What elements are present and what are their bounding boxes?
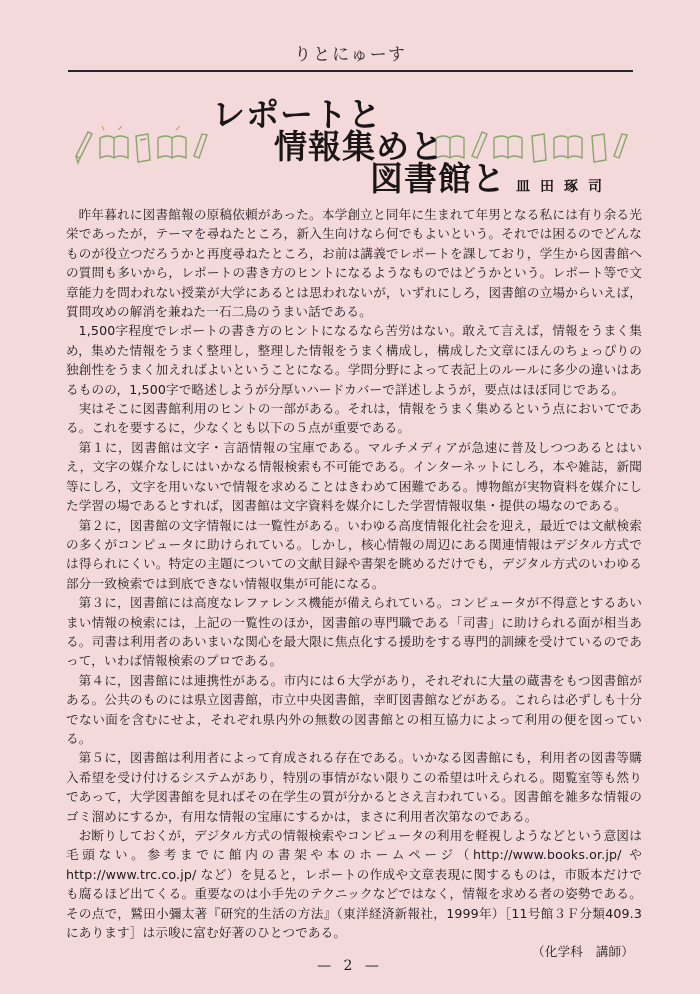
header-rule [68, 70, 633, 72]
paragraph: 実はそこに図書館利用のヒントの一部がある。それは，情報をうまく集めるという点においてである。これを要するに，少なくとも以下の５点が重要である。 [66, 401, 642, 436]
title-line-1: レポートと [212, 95, 382, 134]
paragraph: 第４に，図書館には連携性がある。市内には６大学があり，それぞれに大量の蔵書をもつ図書館がある。公共のものには県立図書館，市立中央図書館，幸町図書館などがある。これらは必ずしも十分でない面を含むにせよ，それぞれ県内外の無数の図書館との相互協力によって利用の便を図っている。 [66, 672, 642, 746]
paragraph: 1,500字程度でレポートの書き方のヒントになるなら苦労はない。敢えて言えば，情報をうまく集め，集めた情報をうまく整理し，整理した情報をうまく構成し，構成した文章にほんのちょっぴりの独創性をうまく加えればよいということになる。学問分野によって表記上のルールに多少の違いはあるものの，1,500字で略述しようが分厚いハードカバーで詳述しようが，要点はほぼ同じである。 [66, 323, 642, 397]
paragraph: 第３に，図書館には高度なレファレンス機能が備えられている。コンピュータが不得意とするあいまい情報の検索には，上記の一覧性のほか，図書館の専門職である「司書」に助けられる面が相当ある。司書は利用者のあいまいな関心を最大限に焦点化する援助をする専門的訓練を受けているのであって，いわば情報検索のプロである。 [66, 595, 642, 669]
page-number: — 2 — [317, 958, 383, 974]
author-name: 皿田琢司 [516, 179, 612, 195]
author-affiliation: （化学科 講師） [532, 944, 634, 960]
newsletter-title: りとにゅーす [294, 45, 407, 65]
title-line-2: 情報集めと [274, 127, 444, 166]
paragraph: お断りしておくが，デジタル方式の情報検索やコンピュータの利用を軽視しようなどという意図は毛頭ない。参考までに館内の書架や本のホームページ（http://www.books.or.jp/ やhttp://www.trc.co.jp/ など）を見ると，レポートの作成や文章表現に関するものは，市販本だけでも腐るほど出てくる。重要なのは小手先のテクニックなどではなく，情報を求める者の姿勢である。その点で，鷲田小彌太著『研究的生活の方法』（東洋経済新報社，1999年）［11号館３Ｆ分類409.3にあります］は示唆に富む好著のひとつである。 [66, 828, 642, 941]
title-line-3: 図書館と [370, 159, 506, 198]
paragraph: 昨年暮れに図書館報の原稿依頼があった。本学創立と同年に生まれて年男となる私には有り余る光栄であったが，テーマを尋ねたところ，新入生向けなら何でもよいという。それでは困るのでどんなものが役立つだろうかと再度尋ねたところ，お前は講義でレポートを課しており，学生から図書館への質問も多いから，レポートの書き方のヒントになるようなものではどうかという。レポート等で文章能力を問われない授業が大学にあるとは思われないが，いずれにしろ，図書館の立場からいえば，質問攻めの解消を兼ねた一石二鳥のうまい話である。 [66, 207, 642, 320]
paragraph: 第１に，図書館は文字・言語情報の宝庫である。マルチメディアが急速に普及しつつあるとはいえ，文字の媒介なしにはいかなる情報検索も不可能である。インターネットにしろ，本や雑誌，新聞等にしろ，文字を用いないで情報を求めることはきわめて困難である。博物館が実物資料を媒介にした学習の場であるとすれば，図書館は文字資料を媒介にした学習情報収集・提供の場なのである。 [66, 439, 642, 514]
article-body [66, 205, 642, 962]
paragraph: 第２に，図書館の文字情報には一覧性がある。いわゆる高度情報化社会を迎え，最近では文献検索の多くがコンピュータに助けられている。しかし，核心情報の周辺にある関連情報はデジタル方式では得られにくい。特定の主題についての文献目録や書架を眺めるだけでも，デジタル方式のいわゆる部分一致検索では到底できない情報収集が可能になる。 [66, 517, 642, 591]
paragraph: 第５に，図書館は利用者によって育成される存在である。いかなる図書館にも，利用者の図書等購入希望を受け付けるシステムがあり，特別の事情がない限りこの希望は叶えられる。閲覧室等も然りであって，大学図書館を見ればその在学生の質が分かるとさえ言われている。図書館を雑多な情報のゴミ溜めにするか，有用な情報の宝庫にするかは，まさに利用者次第なのである。 [66, 750, 642, 824]
